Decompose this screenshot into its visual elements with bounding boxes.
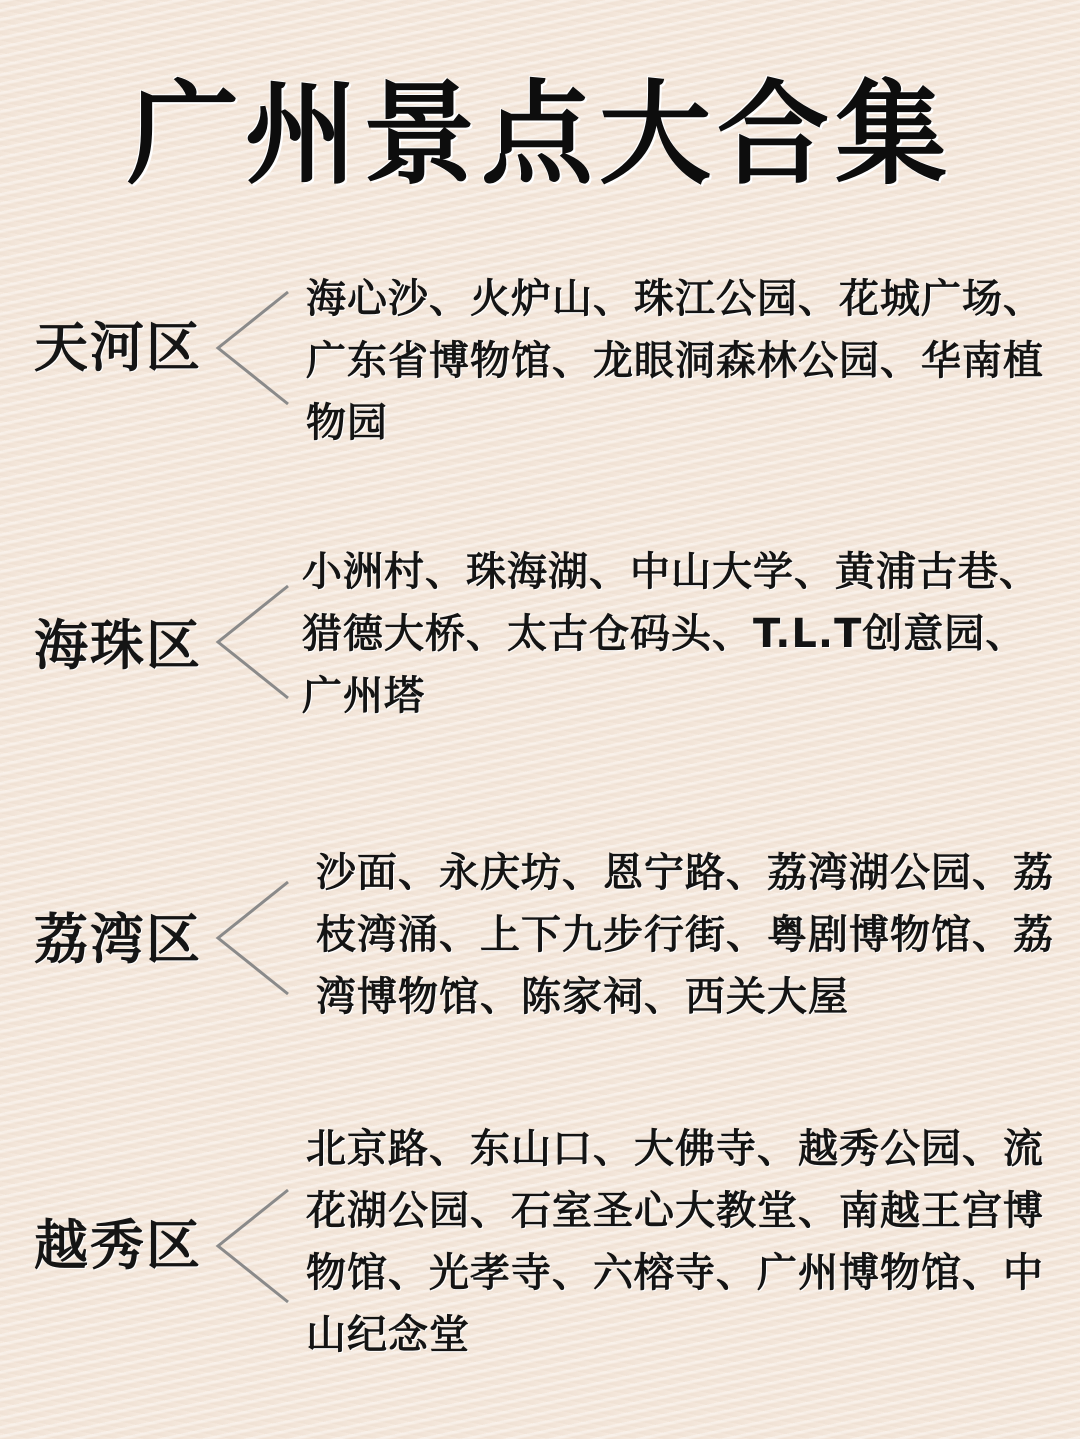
bracket-icon [212, 1186, 292, 1306]
district-name: 天河区 [34, 316, 202, 379]
bracket-icon [212, 288, 292, 408]
page-title: 广州景点大合集 [127, 70, 953, 200]
spot-list: 海心沙、火炉山、珠江公园、花城广场、广东省博物馆、龙眼洞森林公园、华南植物园 [306, 276, 1044, 446]
spot-list: 沙面、永庆坊、恩宁路、荔湾湖公园、荔枝湾涌、上下九步行街、粤剧博物馆、荔湾博物馆、陈家祠、西关大屋 [316, 850, 1054, 1020]
district-name: 海珠区 [34, 614, 202, 677]
bracket-icon [212, 582, 292, 702]
district-name: 荔湾区 [34, 908, 202, 971]
spot-list: 小洲村、珠海湖、中山大学、黄浦古巷、猎德大桥、太古仓码头、T.L.T创意园、广州塔 [302, 549, 1040, 719]
bracket-icon [212, 878, 292, 998]
district-name: 越秀区 [34, 1214, 202, 1277]
spot-list: 北京路、东山口、大佛寺、越秀公园、流花湖公园、石室圣心大教堂、南越王宫博物馆、光孝寺、六榕寺、广州博物馆、中山纪念堂 [306, 1126, 1044, 1358]
